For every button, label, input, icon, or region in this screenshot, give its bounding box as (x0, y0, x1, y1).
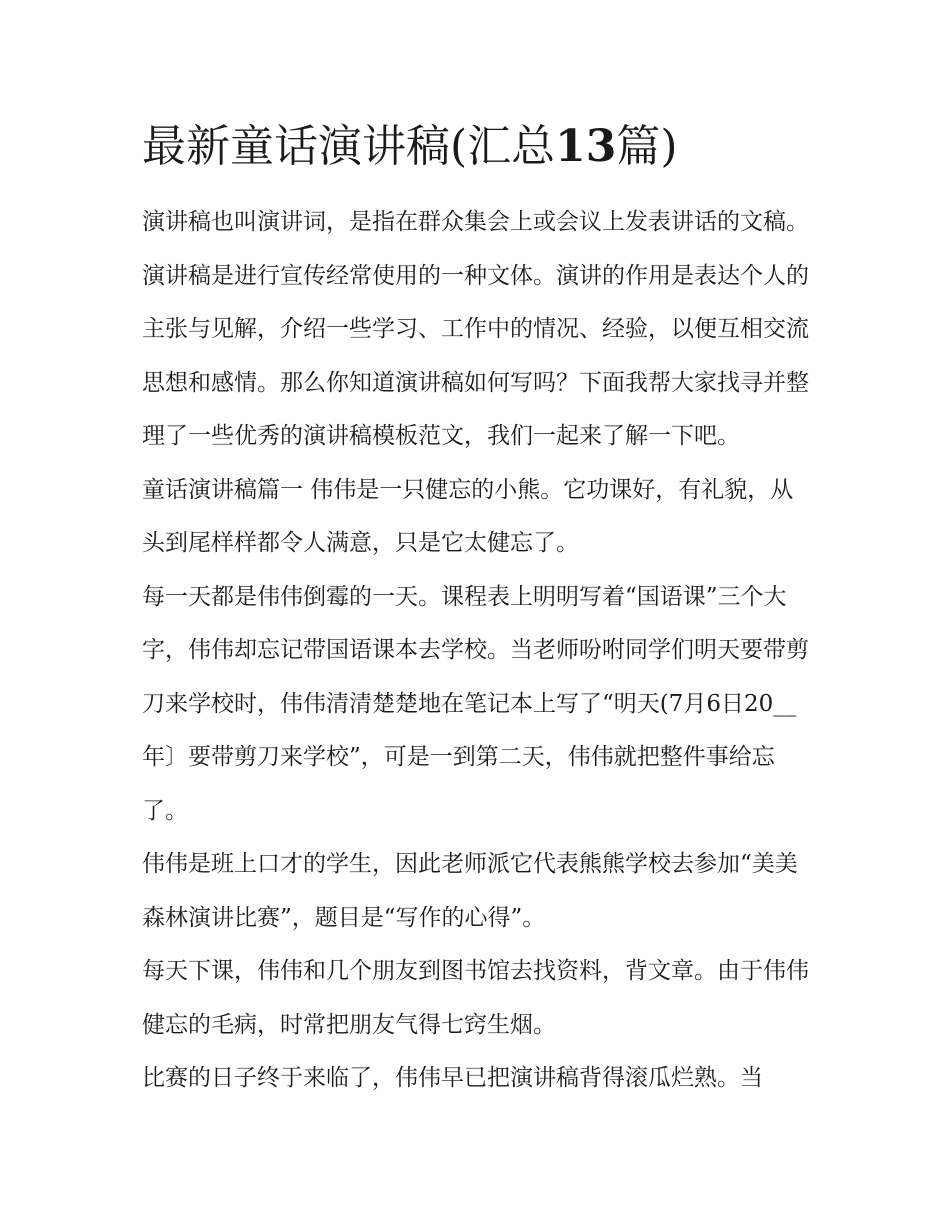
paragraph-contest: 伟伟是班上口才的学生，因此老师派它代表熊熊学校去参加“美美森林演讲比赛”，题目是“写作的心得”。 (142, 851, 798, 931)
paragraph-practice: 每天下课，伟伟和几个朋友到图书馆去找资料，背文章。由于伟伟健忘的毛病，时常把朋友气得七窍生烟。 (142, 958, 809, 1038)
paragraph-intro: 演讲稿也叫演讲词，是指在群众集会上或会议上发表讲话的文稿。演讲稿是进行宣传经常使用的一种文体。演讲的作用是表达个人的主张与见解，介绍一些学习、工作中的情况、经验，以便互相交流思想和感情。那么你知道演讲稿如何写吗？下面我帮大家找寻并整理了一些优秀的演讲稿模板范文，我们一起来了解一下吧。 (142, 209, 809, 449)
document-title (142, 118, 678, 176)
document-body (142, 196, 810, 1106)
paragraph-chapter-one: 童话演讲稿篇一 伟伟是一只健忘的小熊。它功课好，有礼貌，从头到尾样样都令人满意，只是它太健忘了。 (142, 476, 794, 556)
title-main: 最新童话演讲稿(汇总 (142, 121, 556, 172)
paragraph-bad-luck: 每一天都是伟伟倒霉的一天。课程表上明明写着“国语课”三个大字，伟伟却忘记带国语课本去学校。当老师吩咐同学们明天要带剪刀来学校时，伟伟清清楚楚地在笔记本上写了“明天(7月6日20__年〕要带剪刀来学校”，可是一到第二天，伟伟就把整件事给忘了。 (142, 583, 809, 824)
title-end: 篇) (616, 121, 678, 172)
paragraph-contest-day: 比赛的日子终于来临了，伟伟早已把演讲稿背得滚瓜烂熟。当 (142, 1065, 763, 1091)
title-number: 13 (555, 121, 617, 172)
